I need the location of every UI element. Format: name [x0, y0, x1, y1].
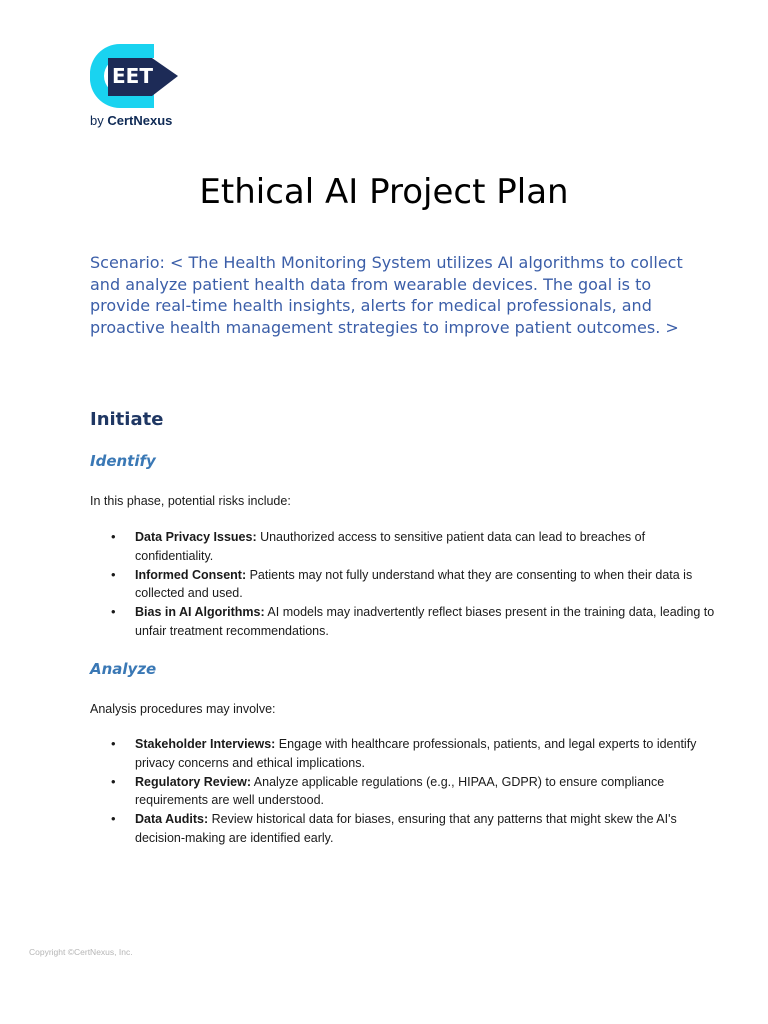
subsection-heading-identify: Identify	[90, 452, 156, 470]
list-item-term: Data Audits:	[135, 812, 209, 827]
list-item	[135, 566, 725, 604]
list-item-text: Patients may not fully understand what they are consenting to when their data is collected and used.	[135, 567, 693, 601]
subsection-heading-analyze: Analyze	[90, 660, 157, 678]
list-item	[135, 773, 725, 811]
byline-brand: CertNexus	[107, 113, 173, 128]
identify-risk-list	[90, 528, 725, 641]
list-item-text: Review historical data for biases, ensuring that any patterns that might skew the AI's decision-making are identified early.	[135, 812, 677, 845]
list-item-text: Engage with healthcare professionals, patients, and legal experts to identify privacy concerns and ethical implications.	[135, 737, 697, 770]
list-item-term: Regulatory Review:	[135, 774, 252, 789]
page-title: Ethical AI Project Plan	[199, 172, 569, 212]
list-item-term: Bias in AI Algorithms:	[135, 605, 265, 620]
byline	[90, 113, 172, 128]
list-item-text: AI models may inadvertently reflect biases present in the training data, leading to unfair treatment recommendations.	[135, 605, 715, 638]
copyright-footer: Copyright ©CertNexus, Inc.	[29, 947, 133, 957]
list-item	[135, 735, 725, 773]
byline-prefix: by	[90, 113, 104, 128]
list-item-term: Informed Consent:	[135, 567, 247, 582]
list-item	[135, 528, 725, 566]
list-item-text: Analyze applicable regulations (e.g., HIPAA, GDPR) to ensure compliance requirements are well understood.	[135, 774, 665, 808]
list-item	[135, 810, 725, 848]
list-item	[135, 603, 725, 641]
list-item-term: Stakeholder Interviews:	[135, 737, 276, 751]
identify-intro: In this phase, potential risks include:	[90, 494, 291, 508]
analyze-procedure-list	[90, 735, 725, 848]
analyze-intro: Analysis procedures may involve:	[90, 702, 276, 716]
logo-text: EET	[112, 64, 153, 88]
list-item-term: Data Privacy Issues:	[135, 530, 257, 544]
list-item-text: Unauthorized access to sensitive patient data can lead to breaches of confidentiality.	[135, 530, 646, 563]
scenario-text: Scenario: < The Health Monitoring System utilizes AI algorithms to collect and analyze patient health data from wearable devices. The goal is to provide real-time health insights, alerts for medical professionals, and proactive health management strategies to improve patient outcomes. >	[90, 253, 683, 337]
section-heading-initiate: Initiate	[90, 409, 164, 430]
